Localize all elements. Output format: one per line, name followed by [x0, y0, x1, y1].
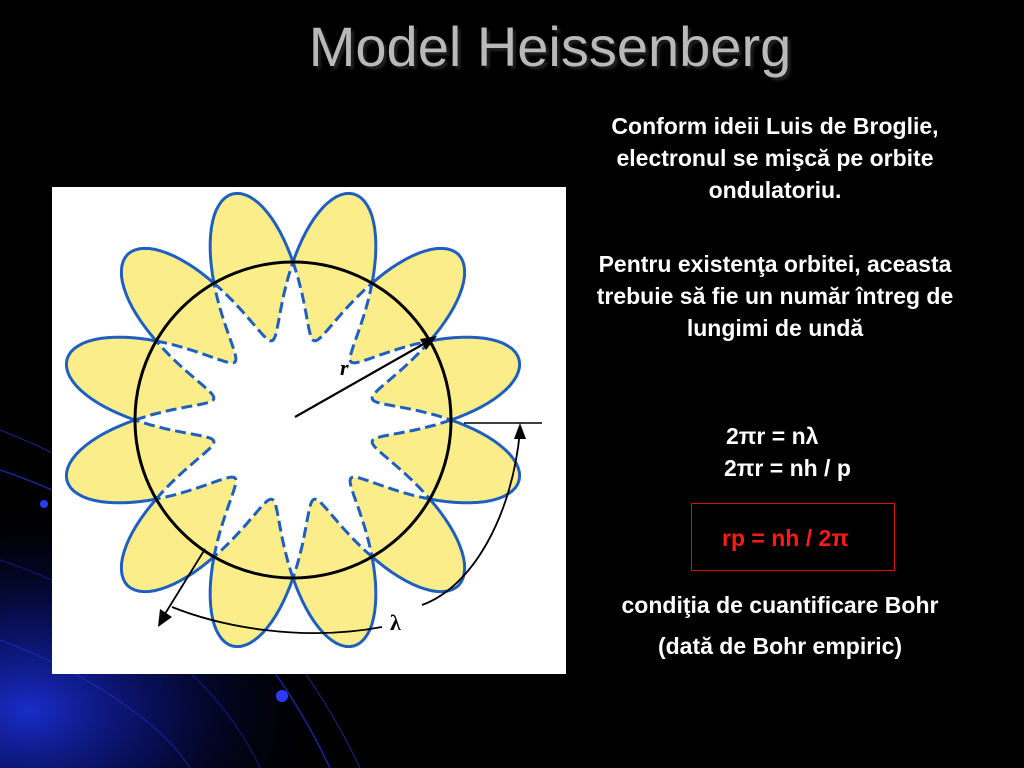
empirical-note: (dată de Bohr empiric) [657, 633, 903, 659]
standing-wave-orbit-figure [52, 187, 566, 674]
result-box [691, 503, 895, 571]
radius-label: r [340, 355, 349, 380]
equation-momentum: 2πr = nh / p [724, 455, 851, 481]
quantization-condition: condiţia de cuantificare Bohr [621, 592, 939, 618]
slide-title: Model Heissenberg [308, 15, 792, 78]
wavelength-arrowhead-top [514, 423, 526, 439]
description-paragraph: Conform ideii Luis de Broglie, electronul se mişcă pe orbite ondulatoriu. [611, 113, 939, 203]
wavelength-label: λ [390, 610, 401, 635]
result-equation: rp = nh / 2π [722, 525, 849, 551]
decor-dot [276, 690, 288, 702]
decor-dot [40, 500, 48, 508]
wavelength-arrowhead-bottom [158, 609, 172, 627]
orbit-diagram [52, 187, 566, 674]
equation-circumference: 2πr = nλ [726, 423, 819, 449]
condition-paragraph: Pentru existenţa orbitei, aceasta trebuie să fie un număr întreg de lungimi de undă [596, 251, 954, 341]
